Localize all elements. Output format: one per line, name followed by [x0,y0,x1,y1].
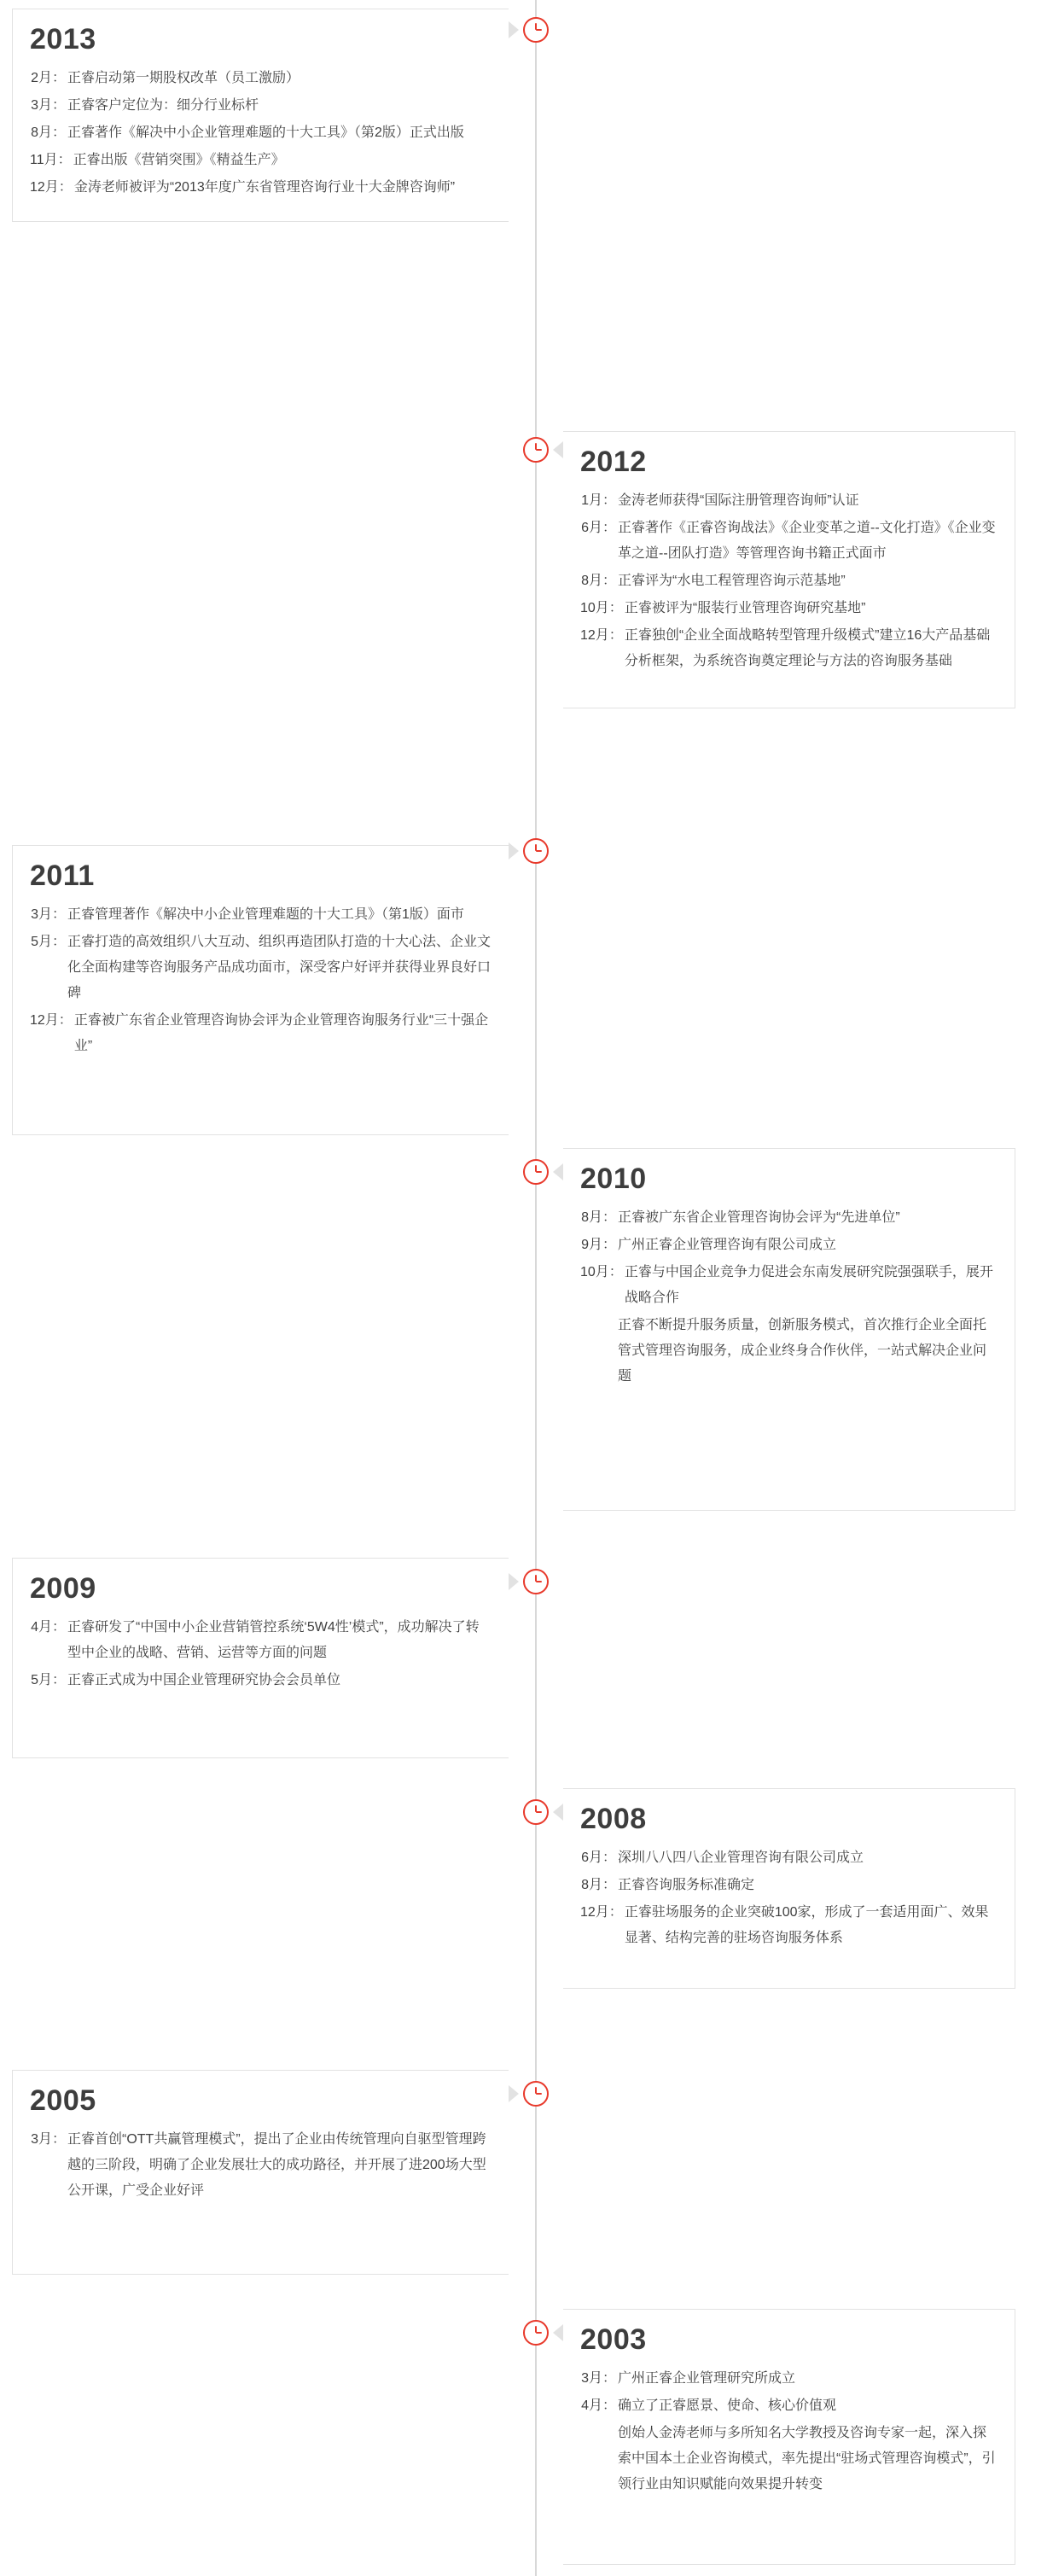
timeline-year-label: 2005 [30,2084,96,2117]
clock-icon [523,1159,549,1185]
timeline-entry-2010 [563,1148,1015,1511]
event-month-label: 10月： [580,1265,623,1279]
timeline-pointer-2012 [553,441,563,458]
event-description: 正睿首创“OTT共赢管理模式”，提出了企业由传统管理向自驱型管理跨越的三阶段，明确了企业发展壮大的成功路径，并开展了进200场大型公开课，广受企业好评 [67,2132,486,2198]
timeline-event-row [30,2127,492,2204]
event-description: 正睿不断提升服务质量，创新服务模式，首次推行企业全面托管式管理咨询服务，成企业终身合作伙伴，一站式解决企业问题 [618,1318,987,1384]
clock-icon [523,17,549,43]
event-description: 正睿咨询服务标准确定 [618,1878,755,1892]
clock-icon [523,2320,549,2346]
event-description: 正睿客户定位为：细分行业标杆 [67,98,259,113]
timeline-event-row [30,93,492,119]
event-description: 正睿研发了“中国中小企业营销管控系统‘5W4性’模式”，成功解决了转型中企业的战略、营销、运营等方面的问题 [67,1620,480,1660]
clock-icon [523,437,549,463]
timeline-event-row [30,66,492,91]
clock-minute-hand [536,29,542,31]
timeline-event-row [580,1900,998,1951]
event-description: 广州正睿企业管理咨询有限公司成立 [618,1238,837,1252]
event-month-label: 8月： [581,1878,616,1892]
event-month-label: 10月： [580,601,623,615]
event-month-label: 2月： [31,71,66,85]
event-description: 正睿独创“企业全面战略转型管理升级模式”建立16大产品基础分析框架，为系统咨询奠定理论与方法的咨询服务基础 [624,628,991,668]
clock-minute-hand [536,1811,542,1813]
event-description: 正睿打造的高效组织八大互动、组织再造团队打造的十大心法、企业文化全面构建等咨询服务产品成功面市，深受客户好评并获得业界良好口碑 [67,935,492,1000]
timeline-event-row [30,1668,492,1693]
timeline-event-row [580,623,998,674]
clock-minute-hand [536,449,542,451]
timeline-pointer-2013 [509,21,519,38]
clock-icon [523,1569,549,1594]
timeline-event-row [30,1008,492,1059]
timeline-entry-2008 [563,1788,1015,1989]
event-month-label: 5月： [31,935,66,949]
timeline-entry-rows [580,488,998,674]
event-description: 正睿被评为“服装行业管理咨询研究基地” [624,601,866,615]
timeline-event-row [580,1233,998,1258]
event-month-label: 5月： [31,1673,66,1687]
event-description: 深圳八八四八企业管理咨询有限公司成立 [618,1850,864,1865]
timeline-event-row [580,568,998,594]
timeline-entry-2012 [563,431,1015,708]
clock-icon [523,838,549,864]
timeline-pointer-2003 [553,2324,563,2341]
event-month-label: 3月： [581,2371,616,2386]
event-description: 正睿正式成为中国企业管理研究协会会员单位 [67,1673,341,1687]
timeline-event-row [30,902,492,928]
timeline-event-row [580,2366,998,2392]
clock-icon [523,1799,549,1825]
timeline-pointer-2010 [553,1163,563,1180]
event-month-label: 9月： [581,1238,616,1252]
event-month-label: 3月： [31,2132,66,2147]
clock-minute-hand [536,850,542,852]
event-month-label: 3月： [31,98,66,113]
event-month-label: 4月： [31,1620,66,1635]
timeline-entry-2013 [12,9,509,222]
timeline-entry-rows [30,66,492,201]
timeline-entry-rows [30,902,492,1059]
timeline-event-row [580,516,998,567]
event-month-label: 8月： [31,125,66,140]
event-month-label: 12月： [580,628,623,643]
timeline-year-label: 2003 [580,2323,647,2356]
event-month-label: 11月： [30,153,72,167]
timeline-event-row [30,1615,492,1666]
timeline-event-row [580,1205,998,1231]
timeline-event-row [580,2393,998,2419]
event-month-label: 6月： [581,1850,616,1865]
timeline-event-row [30,148,492,173]
event-description: 正睿启动第一期股权改革（员工激励） [67,71,300,85]
event-month-label: 12月： [580,1905,623,1920]
timeline-entry-rows [30,2127,492,2204]
event-description: 正睿管理著作《解决中小企业管理难题的十大工具》（第1版）面市 [67,907,464,922]
event-month-label: 4月： [581,2398,616,2413]
timeline-year-label: 2009 [30,1572,96,1605]
timeline-pointer-2005 [509,2085,519,2102]
timeline-pointer-2008 [553,1804,563,1821]
event-month-label: 8月： [581,1210,616,1225]
event-description: 正睿被广东省企业管理咨询协会评为“先进单位” [618,1210,900,1225]
clock-minute-hand [536,2332,542,2334]
event-month-label: 6月： [581,521,616,535]
timeline-entry-2003 [563,2309,1015,2565]
timeline-entry-2005 [12,2070,509,2275]
timeline-year-label: 2013 [30,23,96,55]
timeline-entry-rows [580,2366,998,2497]
event-description: 正睿与中国企业竞争力促进会东南发展研究院强强联手，展开战略合作 [624,1265,993,1305]
timeline-event-row [580,1873,998,1898]
timeline-axis [535,0,537,2576]
timeline-pointer-2009 [509,1573,519,1590]
clock-minute-hand [536,1581,542,1582]
event-description: 正睿出版《营销突围》《精益生产》 [73,153,285,167]
timeline-entry-2011 [12,845,509,1135]
event-description: 正睿驻场服务的企业突破100家，形成了一套适用面广、效果显著、结构完善的驻场咨询服务体系 [624,1905,989,1945]
clock-icon [523,2081,549,2107]
event-description: 正睿著作《正睿咨询战法》《企业变革之道--文化打造》《企业变革之道--团队打造》等管理咨询书籍正式面市 [618,521,996,561]
event-description: 确立了正睿愿景、使命、核心价值观 [618,2398,837,2413]
timeline-event-row [580,1313,998,1390]
clock-minute-hand [536,1171,542,1173]
event-description: 金涛老师被评为“2013年度广东省管理咨询行业十大金牌咨询师” [73,180,456,195]
timeline-entry-2009 [12,1558,509,1758]
event-description: 金涛老师获得“国际注册管理咨询师”认证 [618,493,859,508]
timeline-entry-rows [30,1615,492,1693]
event-description: 正睿被广东省企业管理咨询协会评为企业管理咨询服务行业“三十强企业” [73,1013,489,1053]
timeline-event-row [30,930,492,1006]
timeline-entry-rows [580,1205,998,1390]
event-month-label: 3月： [31,907,66,922]
timeline-event-row [30,175,492,201]
timeline-event-row [580,2421,998,2497]
timeline-event-row [580,596,998,621]
timeline-year-label: 2012 [580,446,647,478]
timeline-event-row [580,1845,998,1871]
event-description: 广州正睿企业管理研究所成立 [618,2371,796,2386]
event-description: 创始人金涛老师与多所知名大学教授及咨询专家一起，深入探索中国本土企业咨询模式，率先提出“驻场式管理咨询模式”，引领行业由知识赋能向效果提升转变 [618,2426,996,2491]
event-description: 正睿评为“水电工程管理咨询示范基地” [618,574,846,588]
clock-minute-hand [536,2093,542,2095]
timeline-event-row [580,488,998,514]
event-month-label: 12月： [30,1013,73,1028]
event-month-label: 12月： [30,180,73,195]
timeline-entry-rows [580,1845,998,1951]
timeline-pointer-2011 [509,842,519,860]
timeline-event-row [580,1260,998,1311]
event-month-label: 1月： [581,493,616,508]
timeline-event-row [30,120,492,146]
event-description: 正睿著作《解决中小企业管理难题的十大工具》（第2版）正式出版 [67,125,464,140]
timeline-year-label: 2010 [580,1163,647,1195]
timeline-year-label: 2011 [30,860,95,892]
event-month-label: 8月： [581,574,616,588]
timeline-year-label: 2008 [580,1803,647,1835]
